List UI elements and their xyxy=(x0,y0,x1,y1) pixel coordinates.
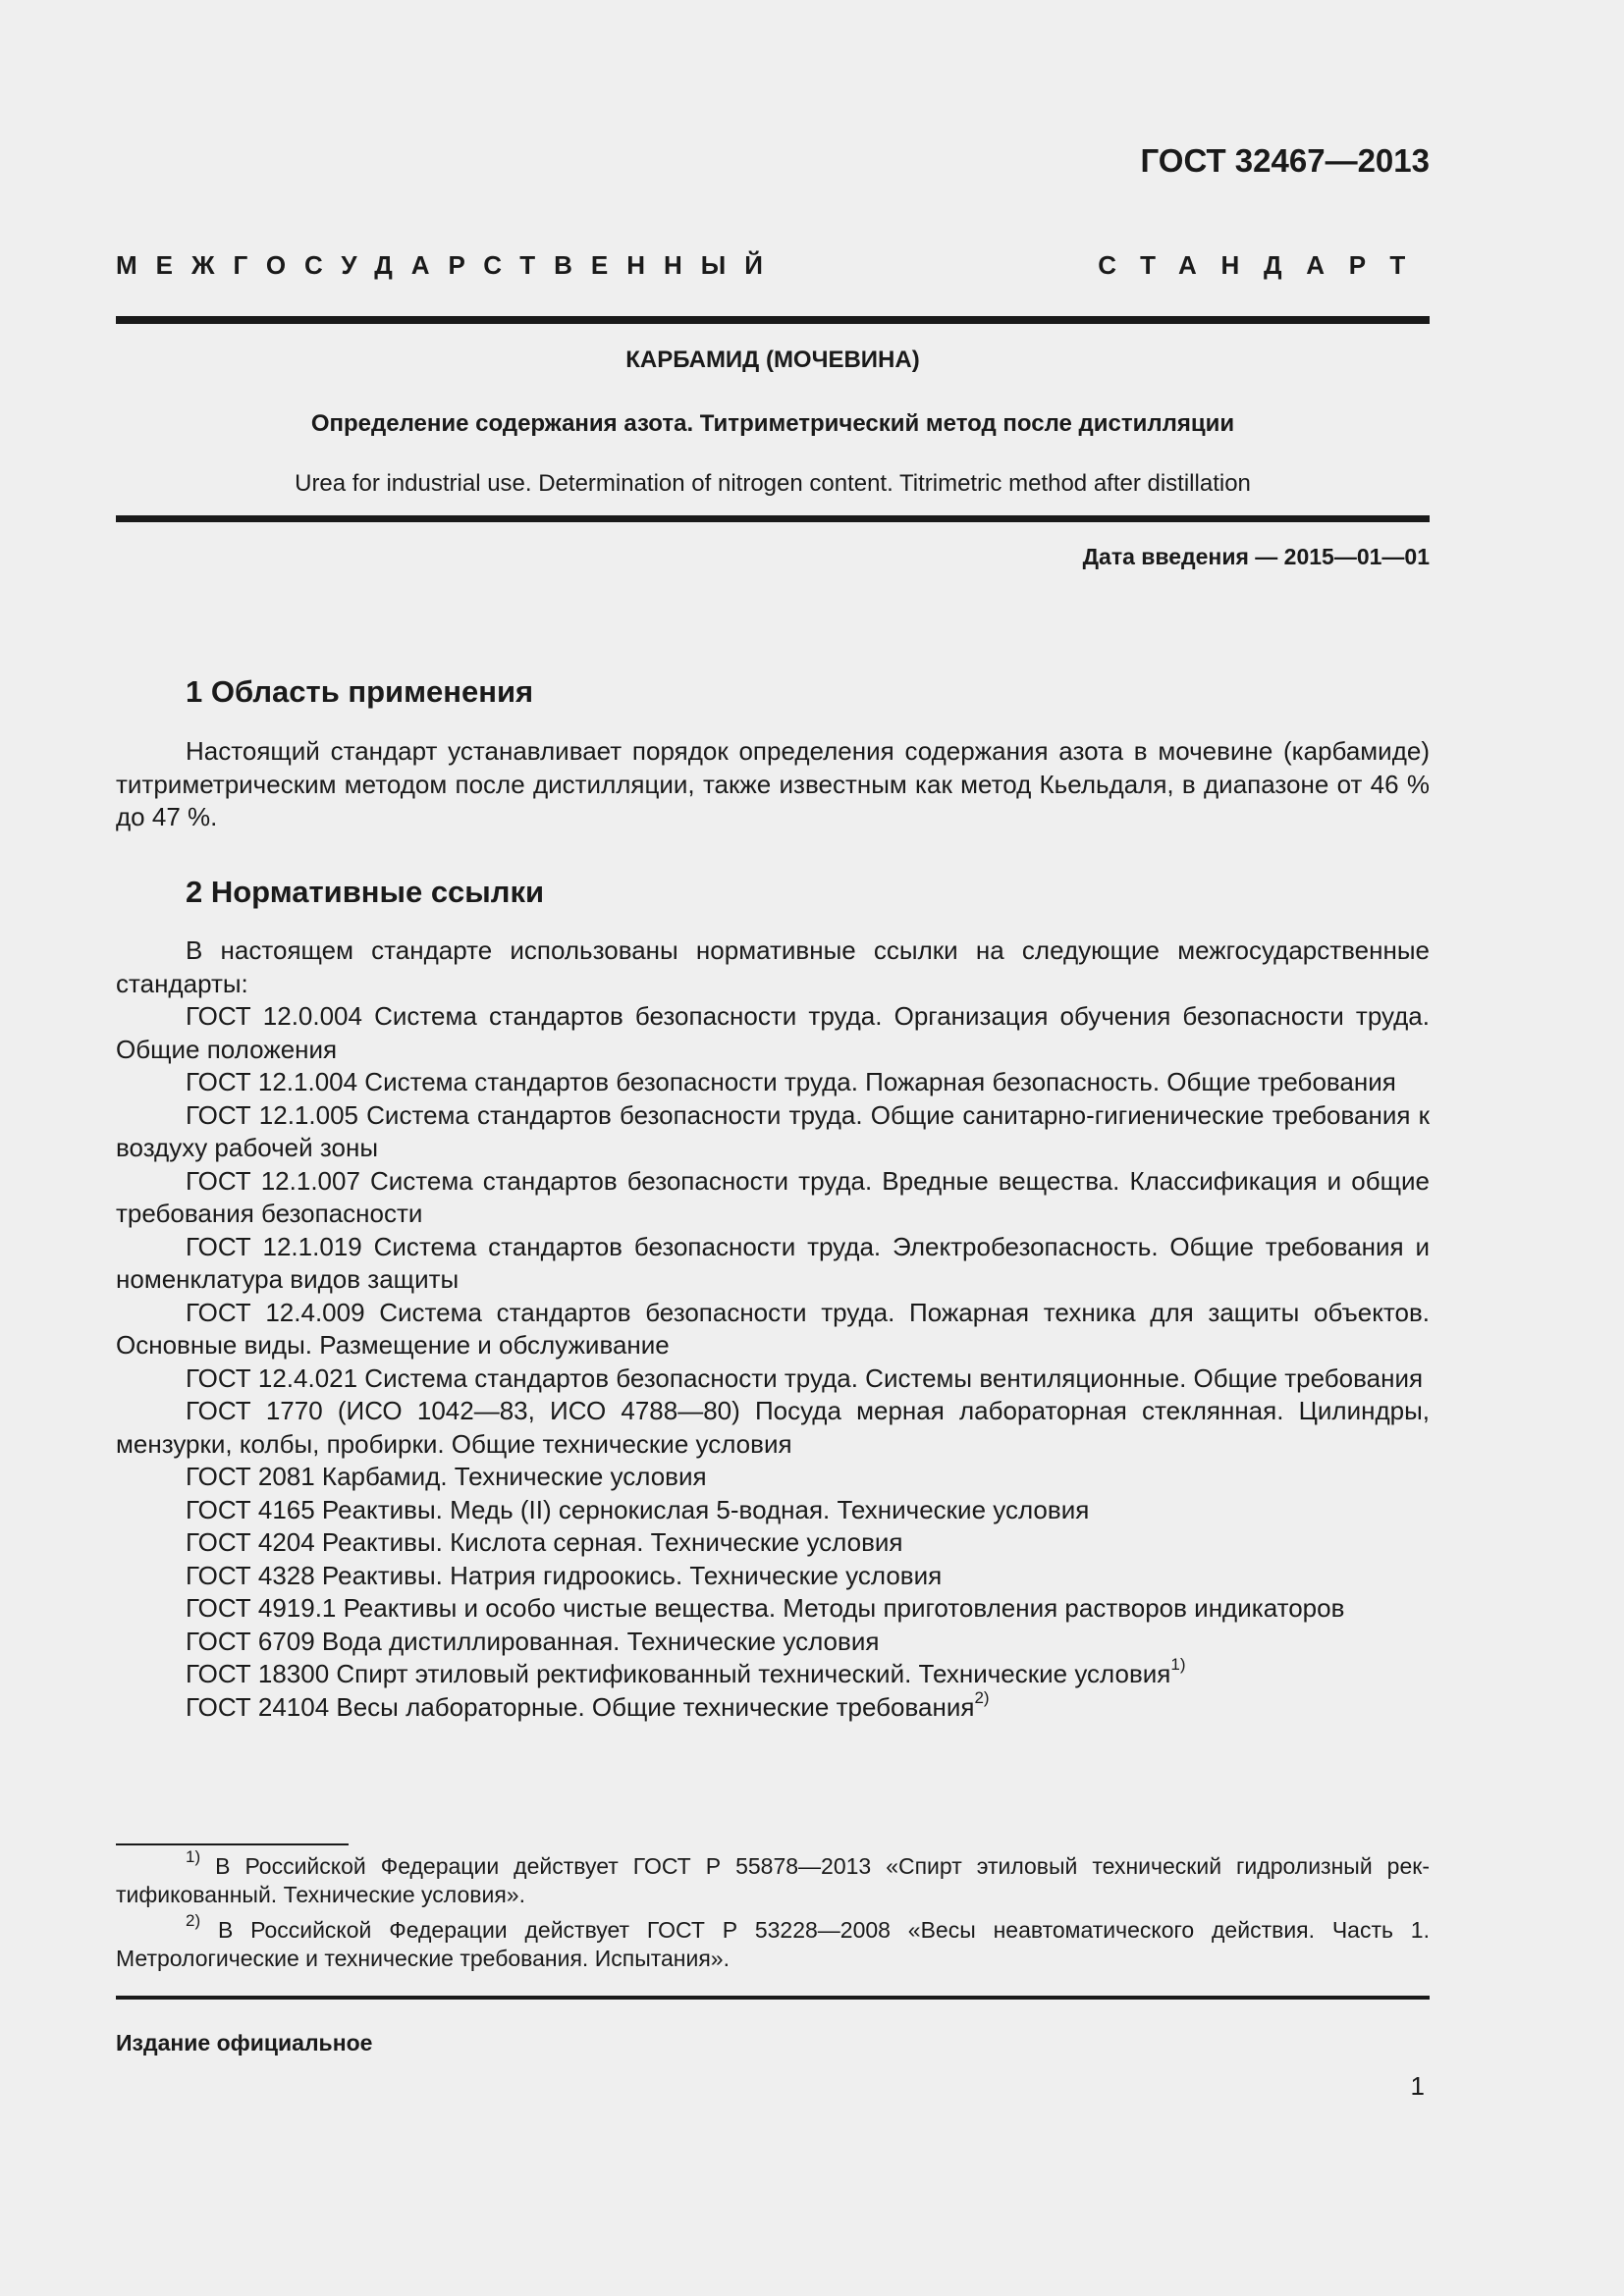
reference-item xyxy=(116,1655,1430,1691)
english-title: Urea for industrial use. Determination of nitrogen content. Titrimetric method after distillation xyxy=(295,470,1251,497)
reference-list xyxy=(116,1000,1430,1724)
reference-text: ГОСТ 12.1.005 Система стандартов безопасности труда. Общие санитарно-гигиенические требования к воздуху рабочей зоны xyxy=(116,1099,1430,1162)
standard-banner xyxy=(116,249,1430,281)
reference-item xyxy=(116,1000,1430,1066)
reference-text: ГОСТ 4328 Реактивы. Натрия гидроокись. Технические условия xyxy=(186,1560,943,1590)
reference-item xyxy=(116,1165,1430,1231)
footnote-divider xyxy=(116,1843,349,1845)
scope-paragraph: Настоящий стандарт устанавливает порядок определения содержания азота в мочевине (карбамиде) титриметрическим методом после дистилляции, также известным как метод Кьельдаля, в диапазоне от 46 % до 47 %. xyxy=(116,736,1430,831)
page-number: 1 xyxy=(1410,2071,1425,2101)
reference-text: ГОСТ 12.4.009 Система стандартов безопасности труда. Пожарная техника для защиты объектов. Основные виды. Размещение и обслуживание xyxy=(116,1297,1430,1360)
reference-item xyxy=(116,1395,1430,1461)
footnote-text: В Российской Федерации действует ГОСТ Р 55878—2013 «Спирт этиловый технический гидролизный ректификованный. Технические условия». xyxy=(116,1853,1430,1907)
section-heading-references: 2 Нормативные ссылки xyxy=(186,875,545,909)
edition-label: Издание официальное xyxy=(116,2030,373,2056)
section-heading-scope: 1 Область применения xyxy=(186,674,534,709)
document-subtitle: Определение содержания азота. Титриметрический метод после дистилляции xyxy=(310,410,1235,437)
footer-divider xyxy=(116,1996,1430,2000)
reference-text: ГОСТ 12.1.007 Система стандартов безопасности труда. Вредные вещества. Классификация и общие требования безопасности xyxy=(116,1165,1430,1228)
footnote-marker: 1) xyxy=(1170,1655,1186,1675)
footnote-1 xyxy=(116,1847,1430,1909)
document-page xyxy=(116,0,1430,2296)
reference-text: ГОСТ 12.4.021 Система стандартов безопасности труда. Системы вентиляционные. Общие требования xyxy=(186,1362,1424,1393)
reference-item xyxy=(116,1099,1430,1165)
reference-item xyxy=(116,1592,1430,1626)
banner-word-standard: СТАНДАРТ xyxy=(1098,250,1430,280)
reference-text: ГОСТ 4165 Реактивы. Медь (II) сернокислая 5-водная. Технические условия xyxy=(186,1494,1090,1524)
reference-text: ГОСТ 24104 Весы лабораторные. Общие технические требования xyxy=(186,1691,975,1722)
footnote-mark: 2) xyxy=(186,1911,201,1931)
document-title: КАРБАМИД (МОЧЕВИНА) xyxy=(625,347,920,373)
reference-text: ГОСТ 12.0.004 Система стандартов безопасности труда. Организация обучения безопасности труда. Общие положения xyxy=(116,1001,1430,1064)
reference-item xyxy=(116,1626,1430,1659)
top-divider xyxy=(116,316,1430,324)
footnote-mark: 1) xyxy=(186,1847,201,1867)
reference-item xyxy=(116,1461,1430,1494)
reference-text: ГОСТ 12.1.004 Система стандартов безопасности труда. Пожарная безопасность. Общие требования xyxy=(186,1067,1396,1096)
reference-item xyxy=(116,1297,1430,1362)
reference-text: ГОСТ 6709 Вода дистиллированная. Технические условия xyxy=(186,1626,880,1656)
footnote-marker: 2) xyxy=(974,1687,990,1707)
banner-word-interstate: МЕЖГОСУДАРСТВЕННЫЙ xyxy=(116,250,782,280)
reference-item xyxy=(116,1687,1430,1725)
reference-text: ГОСТ 12.1.019 Система стандартов безопасности труда. Электробезопасность. Общие требования и номенклатура видов защиты xyxy=(116,1231,1430,1294)
document-number: ГОСТ 32467—2013 xyxy=(1140,142,1430,179)
reference-text: ГОСТ 1770 (ИСО 1042—83, ИСО 4788—80) Посуда мерная лабораторная стеклянная. Цилиндры, мензурки, колбы, пробирки. Общие технические условия xyxy=(116,1396,1430,1459)
reference-item xyxy=(116,1362,1430,1396)
reference-item xyxy=(116,1560,1430,1593)
footnote-text: В Российской Федерации действует ГОСТ Р 53228—2008 «Весы неавтоматического действия. Часть 1. Метрологические и технические требования. Испытания». xyxy=(116,1917,1430,1971)
reference-text: ГОСТ 4919.1 Реактивы и особо чистые вещества. Методы приготовления растворов индикаторов xyxy=(186,1593,1345,1623)
reference-item xyxy=(116,1066,1430,1099)
reference-item xyxy=(116,1526,1430,1560)
reference-text: ГОСТ 4204 Реактивы. Кислота серная. Технические условия xyxy=(186,1527,903,1557)
reference-item xyxy=(116,1231,1430,1297)
footnote-2 xyxy=(116,1911,1430,1973)
references-intro-paragraph: В настоящем стандарте использованы нормативные ссылки на следующие межгосударственные стандарты: xyxy=(116,935,1430,998)
reference-text: ГОСТ 18300 Спирт этиловый ректификованный технический. Технические условия xyxy=(186,1659,1171,1688)
introduction-date: Дата введения — 2015—01—01 xyxy=(1082,544,1430,569)
reference-text: ГОСТ 2081 Карбамид. Технические условия xyxy=(186,1462,707,1491)
title-divider xyxy=(116,515,1430,522)
reference-item xyxy=(116,1494,1430,1527)
